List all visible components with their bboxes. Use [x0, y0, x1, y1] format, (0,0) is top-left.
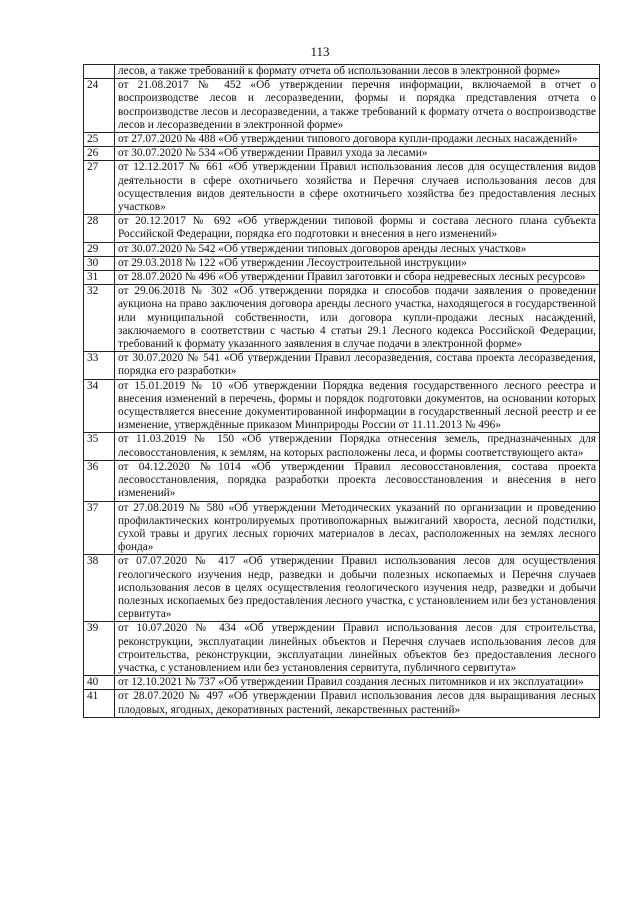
row-number: 25	[84, 133, 115, 147]
documents-table-body	[84, 65, 600, 718]
row-document-text: от 12.12.2017 № 661 «Об утверждении Правил использования лесов для осуществления видов деятельности в сфере охотничьего хозяйства и Перечня случаев использования лесов для осуществления видов деятельности в сфере охотничьего хозяйства без предоставления лесных участков»	[115, 161, 600, 215]
row-document-text: от 04.12.2020 №1014 «Об утверждении Правил лесовосстановления, состава проекта лесовосстановления, порядка разработки проекта лесовосстановления и внесения в него изменений»	[115, 460, 600, 501]
row-document-text: от 15.01.2019 № 10 «Об утверждении Порядка ведения государственного лесного реестра и внесения изменений в перечень, формы и порядок подготовки документов, на основании которых осуществляется внесение документированной информации в государственный лесной реестр и ее изменение, утверждённые приказом Минприроды России от 11.11.2013 № 496»	[115, 379, 600, 433]
row-document-text: от 29.03.2018 № 122 «Об утверждении Лесоустроительной инструкции»	[115, 256, 600, 270]
table-row	[84, 133, 600, 147]
row-number: 40	[84, 676, 115, 690]
row-document-text: от 12.10.2021 № 737 «Об утверждении Правил создания лесных питомников и их эксплуатации»	[115, 676, 600, 690]
table-row	[84, 555, 600, 622]
row-number: 37	[84, 501, 115, 555]
row-number: 29	[84, 242, 115, 256]
table-row	[84, 433, 600, 460]
table-row	[84, 352, 600, 379]
row-document-text: от 07.07.2020 № 417 «Об утверждении Правил использования лесов для осуществления геологического изучения недр, разведки и добычи полезных ископаемых и Перечня случаев использования лесов в целях осуществления геологического изучения недр, разведки и добычи полезных ископаемых без предоставления лесного участка, с установлением или без установления сервитута»	[115, 555, 600, 622]
table-row	[84, 256, 600, 270]
row-document-text: от 29.06.2018 № 302 «Об утверждении порядка и способов подачи заявления о проведении аукциона на право заключения договора аренды лесного участка, находящегося в государственной или муниципальной собственности, или договора купли-продажи лесных насаждений, заключаемого в соответствии с частью 4 статьи 29.1 Лесного кодекса Российской Федерации, требований к формату указанного заявления в случае подачи в электронной форме»	[115, 285, 600, 352]
table-row	[84, 285, 600, 352]
row-document-text: от 28.07.2020 № 496 «Об утверждении Правил заготовки и сбора недревесных лесных ресурсов»	[115, 271, 600, 285]
row-document-text: от 11.03.2019 № 150 «Об утверждении Порядка отнесения земель, предназначенных для лесовосстановления, к землям, на которых расположены леса, и формы соответствующего акта»	[115, 433, 600, 460]
table-row	[84, 215, 600, 242]
table-row	[84, 676, 600, 690]
row-document-text: от 20.12.2017 № 692 «Об утверждении типовой формы и состава лесного плана субъекта Российской Федерации, порядка его подготовки и внесения в него изменений»	[115, 215, 600, 242]
row-number: 26	[84, 147, 115, 161]
page-number: 113	[310, 44, 330, 59]
row-number: 35	[84, 433, 115, 460]
table-row	[84, 161, 600, 215]
row-number: 34	[84, 379, 115, 433]
table-row	[84, 271, 600, 285]
table-row	[84, 65, 600, 79]
row-number: 30	[84, 256, 115, 270]
row-number	[84, 65, 115, 79]
row-number: 36	[84, 460, 115, 501]
row-document-text: от 27.07.2020 № 488 «Об утверждении типового договора купли-продажи лесных насаждений»	[115, 133, 600, 147]
row-number: 32	[84, 285, 115, 352]
row-document-text: лесов, а также требований к формату отчета об использовании лесов в электронной форме»	[115, 65, 600, 79]
table-row	[84, 379, 600, 433]
table-row	[84, 460, 600, 501]
row-document-text: от 21.08.2017 № 452 «Об утверждении перечня информации, включаемой в отчет о воспроизводстве лесов и лесоразведении, формы и порядка представления отчета о воспроизводстве лесов и лесоразведении, а также требований к формату отчета о воспроизводстве лесов и лесоразведении в электронной форме»	[115, 79, 600, 133]
documents-table	[83, 64, 600, 718]
row-number: 24	[84, 79, 115, 133]
row-document-text: от 28.07.2020 № 497 «Об утверждении Правил использования лесов для выращивания лесных плодовых, ягодных, декоративных растений, лекарственных растений»	[115, 690, 600, 717]
table-row	[84, 690, 600, 717]
table-row	[84, 242, 600, 256]
table-row	[84, 501, 600, 555]
row-number: 31	[84, 271, 115, 285]
row-document-text: от 30.07.2020 № 541 «Об утверждении Правил лесоразведения, состава проекта лесоразведения, порядка его разработки»	[115, 352, 600, 379]
row-document-text: от 10.07.2020 № 434 «Об утверждении Правил использования лесов для строительства, реконструкции, эксплуатации линейных объектов и Перечня случаев использования лесов для строительства, реконструкции, эксплуатации линейных объектов без предоставления лесного участка, с установлением или без установления сервитута, публичного сервитута»	[115, 622, 600, 676]
table-row	[84, 79, 600, 133]
table-row	[84, 147, 600, 161]
table-row	[84, 622, 600, 676]
row-number: 39	[84, 622, 115, 676]
row-number: 33	[84, 352, 115, 379]
row-number: 38	[84, 555, 115, 622]
row-document-text: от 30.07.2020 № 542 «Об утверждении типовых договоров аренды лесных участков»	[115, 242, 600, 256]
row-number: 28	[84, 215, 115, 242]
row-number: 41	[84, 690, 115, 717]
row-document-text: от 27.08.2019 № 580 «Об утверждении Методических указаний по организации и проведению профилактических контролируемых противопожарных выжиганий хвороста, лесной подстилки, сухой травы и других лесных горючих материалов в лесах, расположенных на землях лесного фонда»	[115, 501, 600, 555]
row-number: 27	[84, 161, 115, 215]
row-document-text: от 30.07.2020 № 534 «Об утверждении Правил ухода за лесами»	[115, 147, 600, 161]
